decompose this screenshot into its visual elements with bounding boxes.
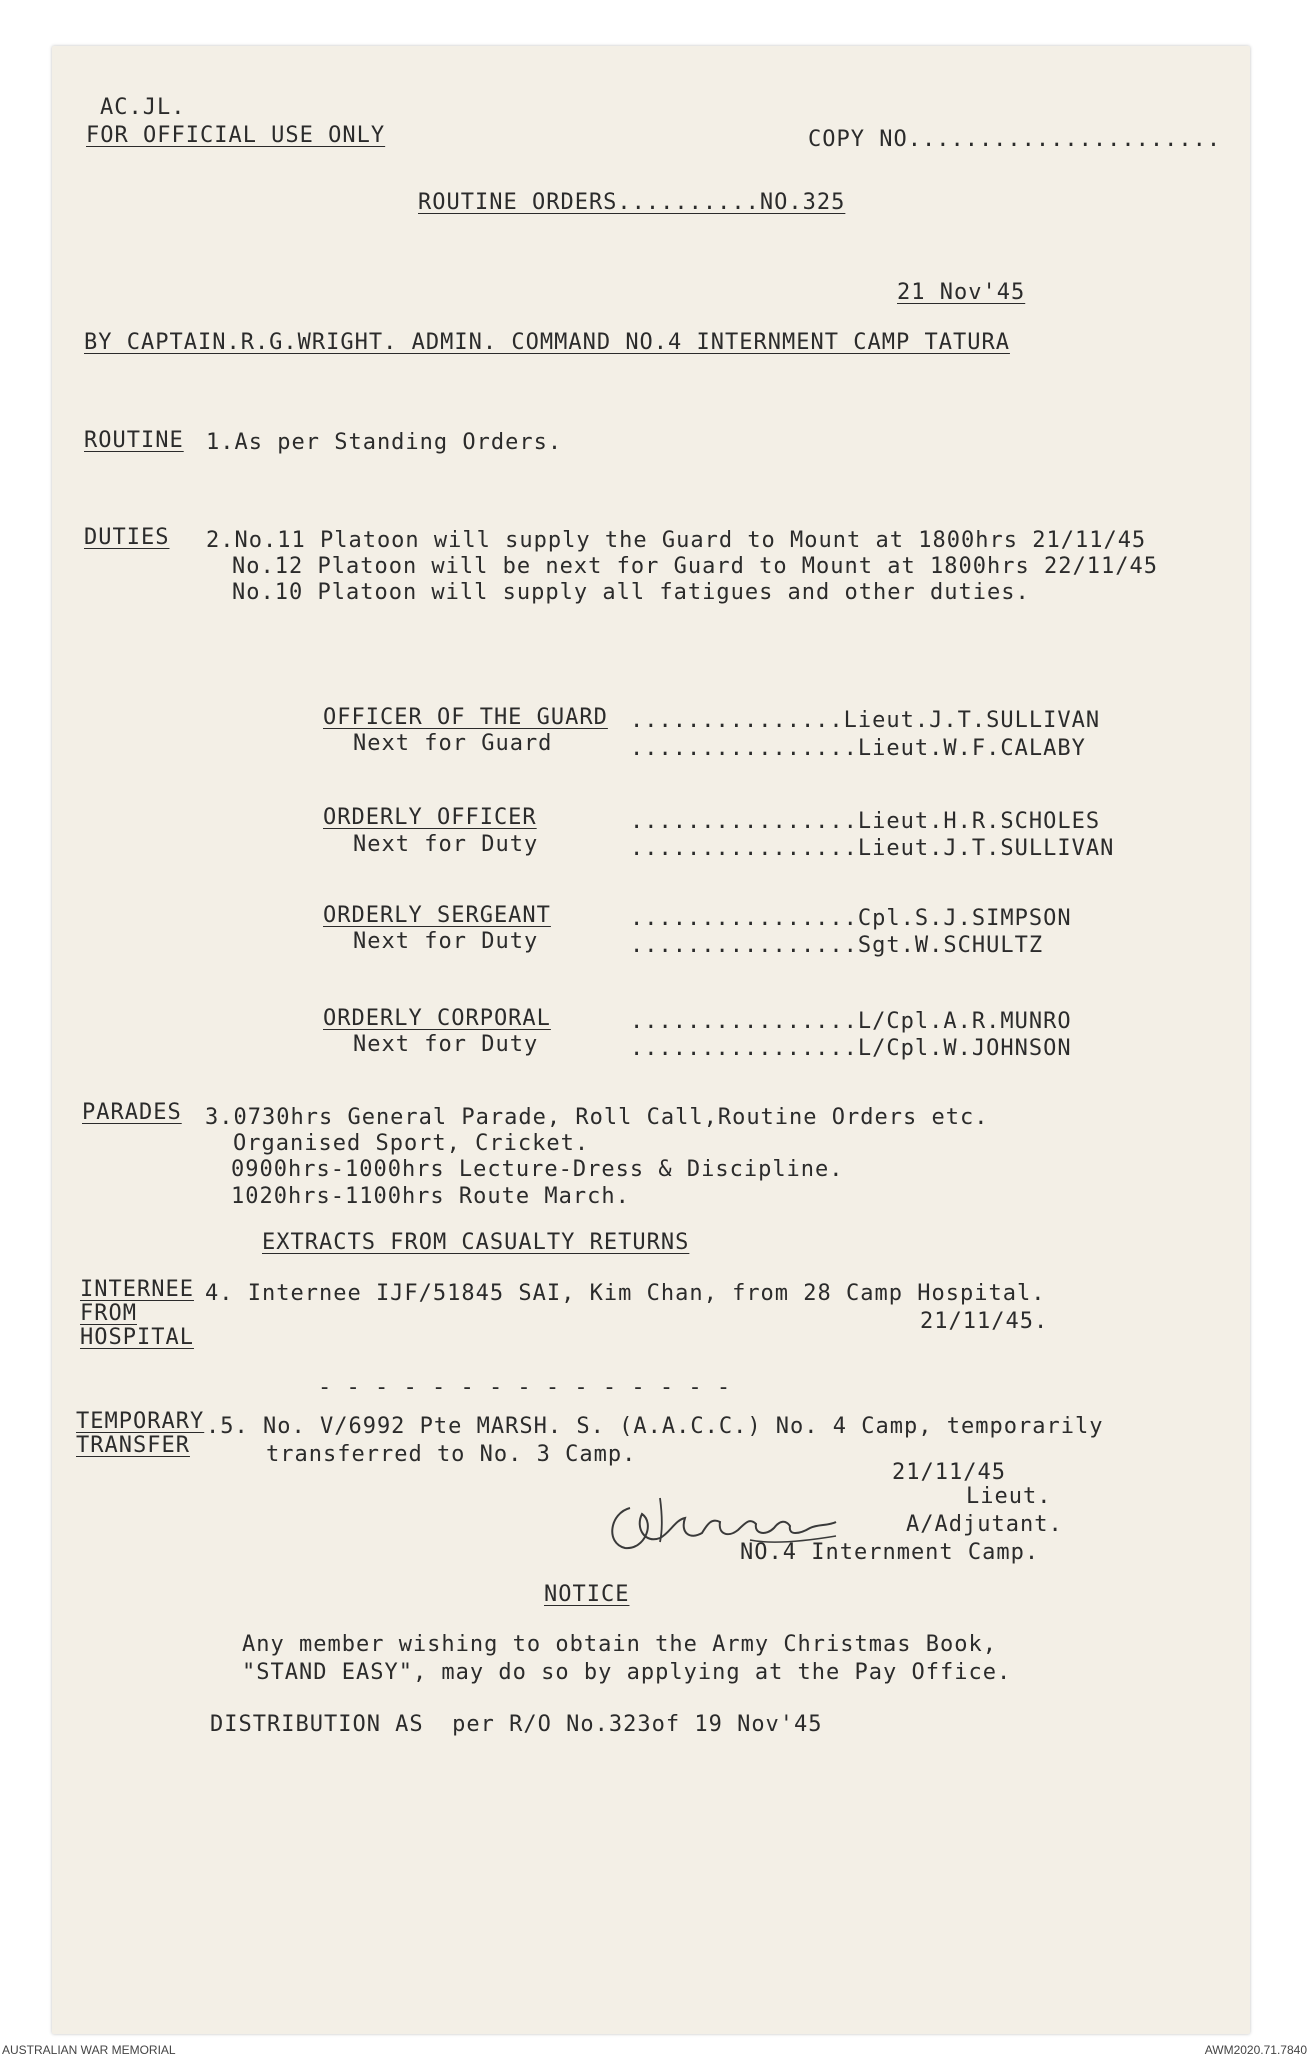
transfer-line: transferred to No. 3 Camp.: [266, 1442, 637, 1467]
roster-person: ................L/Cpl.A.R.MUNRO: [630, 1009, 1072, 1034]
roster-role: ORDERLY SERGEANT: [323, 903, 551, 928]
transfer-date: 21/11/45: [892, 1460, 1006, 1485]
roster-next-label: Next for Duty: [353, 832, 539, 857]
parades-line: Organised Sport, Cricket.: [233, 1131, 590, 1156]
roster-next-label: Next for Duty: [353, 929, 539, 954]
roster-next-label: Next for Guard: [353, 731, 553, 756]
roster-next-person: ................L/Cpl.W.JOHNSON: [630, 1036, 1072, 1061]
roster-next-person: ................Lieut.J.T.SULLIVAN: [630, 836, 1115, 861]
internee-date: 21/11/45.: [920, 1309, 1049, 1334]
document-title: ROUTINE ORDERS..........NO.325: [418, 190, 846, 215]
transfer-line: .5. No. V/6992 Pte MARSH. S. (A.A.C.C.) No. 4 Camp, temporarily: [206, 1414, 1104, 1439]
notice-line: "STAND EASY", may do so by applying at the Pay Office.: [242, 1660, 1012, 1685]
roster-next-label: Next for Duty: [353, 1032, 539, 1057]
internee-heading: FROM: [80, 1301, 137, 1326]
notice-heading: NOTICE: [544, 1582, 630, 1607]
duties-line: No.12 Platoon will be next for Guard to Mount at 1800hrs 22/11/45: [232, 554, 1158, 579]
transfer-heading: TEMPORARY: [76, 1409, 205, 1434]
parades-line: 3.0730hrs General Parade, Roll Call,Routine Orders etc.: [205, 1105, 989, 1130]
parades-heading: PARADES: [82, 1100, 182, 1125]
internee-heading: HOSPITAL: [80, 1325, 194, 1350]
internee-text: 4. Internee IJF/51845 SAI, Kim Chan, from 28 Camp Hospital.: [205, 1281, 1046, 1306]
distribution-line: DISTRIBUTION AS per R/O No.323of 19 Nov'45: [210, 1712, 823, 1737]
classification-label: FOR OFFICIAL USE ONLY: [86, 123, 386, 148]
document-date: 21 Nov'45: [897, 280, 1026, 305]
routine-heading: ROUTINE: [84, 428, 184, 453]
roster-role: OFFICER OF THE GUARD: [323, 705, 608, 730]
internee-heading: INTERNEE: [80, 1277, 194, 1302]
notice-line: Any member wishing to obtain the Army Christmas Book,: [242, 1632, 997, 1657]
signatory-unit: NO.4 Internment Camp.: [740, 1540, 1040, 1565]
parades-line: 1020hrs-1100hrs Route March.: [231, 1184, 630, 1209]
roster-person: ................Cpl.S.J.SIMPSON: [630, 906, 1072, 931]
roster-person: ...............Lieut.J.T.SULLIVAN: [630, 708, 1101, 733]
routine-text: 1.As per Standing Orders.: [206, 430, 563, 455]
issued-by-line: BY CAPTAIN.R.G.WRIGHT. ADMIN. COMMAND NO.4 INTERNMENT CAMP TATURA: [84, 330, 1010, 355]
section-separator: - - - - - - - - - - - - - - -: [318, 1375, 732, 1400]
signatory-rank: Lieut.: [966, 1484, 1052, 1509]
roster-role: ORDERLY CORPORAL: [323, 1006, 551, 1031]
duties-line: No.10 Platoon will supply all fatigues and other duties.: [232, 580, 1030, 605]
archive-credit: AUSTRALIAN WAR MEMORIAL: [2, 2043, 176, 2057]
transfer-heading: TRANSFER: [76, 1433, 190, 1458]
roster-role: ORDERLY OFFICER: [323, 805, 537, 830]
copy-number: COPY NO......................: [808, 127, 1222, 152]
roster-person: ................Lieut.H.R.SCHOLES: [630, 809, 1101, 834]
duties-line: 2.No.11 Platoon will supply the Guard to Mount at 1800hrs 21/11/45: [206, 528, 1147, 553]
parades-line: 0900hrs-1000hrs Lecture-Dress & Discipline.: [231, 1157, 844, 1182]
document-reference: AC.JL.: [100, 95, 186, 120]
extracts-heading: EXTRACTS FROM CASUALTY RETURNS: [262, 1230, 690, 1255]
roster-next-person: ................Sgt.W.SCHULTZ: [630, 933, 1044, 958]
archive-reference: AWM2020.71.7840: [1204, 2043, 1307, 2057]
roster-next-person: ................Lieut.W.F.CALABY: [630, 736, 1086, 761]
signatory-position: A/Adjutant.: [906, 1512, 1063, 1537]
duties-heading: DUTIES: [84, 525, 170, 550]
